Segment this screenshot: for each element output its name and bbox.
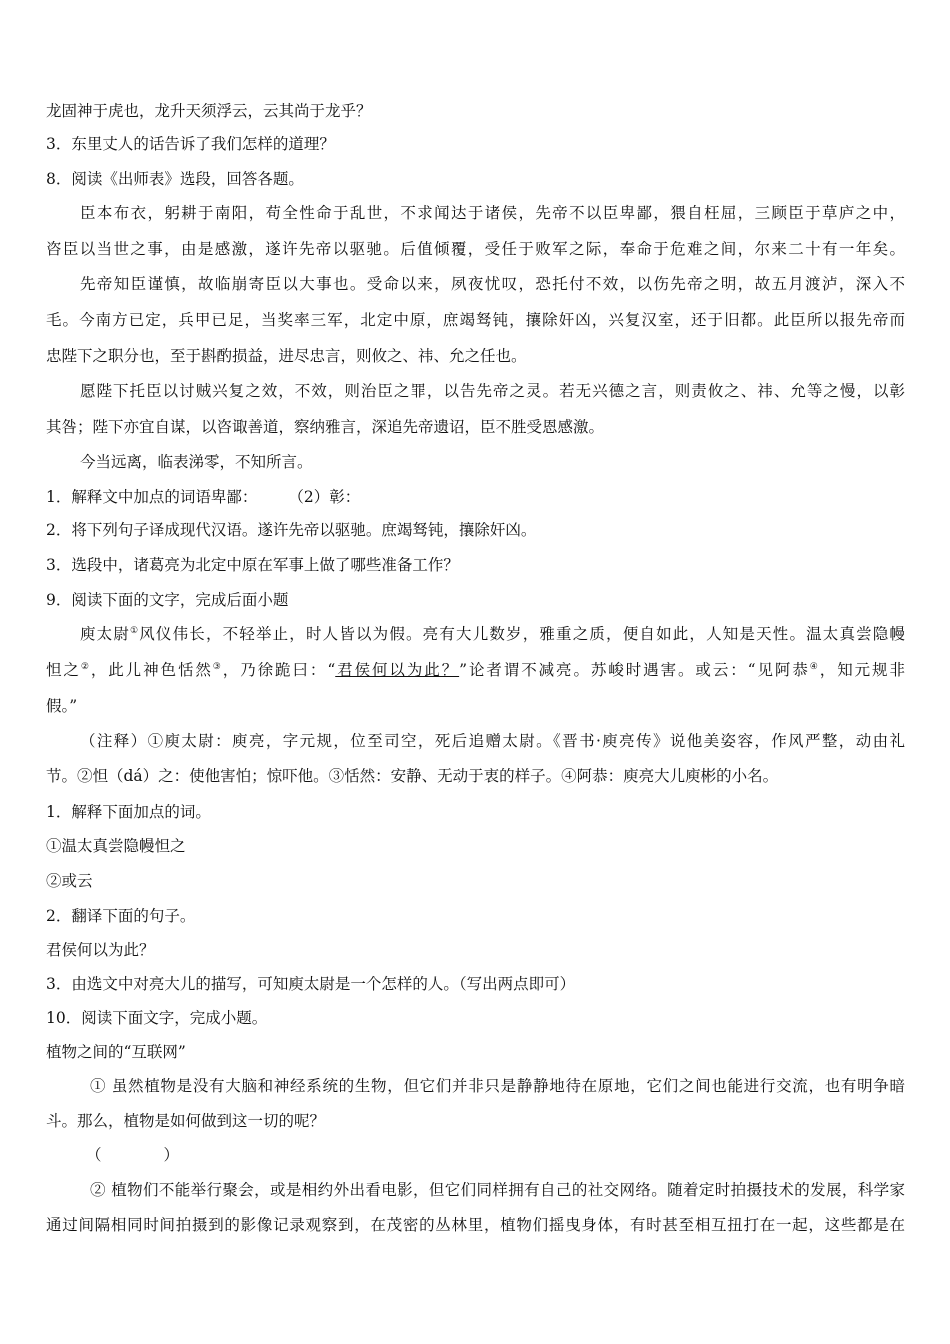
question-8-3: 3．选段中，诸葛亮为北定中原在军事上做了哪些准备工作？ (46, 556, 459, 574)
text: 风仪伟长，不轻举止，时人皆以为假。亮有大儿数岁，雅重之质，便自如此，人知是天性。温太真尝隐幔 (139, 625, 905, 643)
text: ，知元规非 (819, 661, 905, 679)
article-title: 植物之间的“互联网” (46, 1043, 186, 1061)
passage-line: ① 虽然植物是没有大脑和神经系统的生物，但它们并非只是静静地待在原地，它们之间也能进行交流，也有明争暗 (90, 1077, 905, 1095)
passage-line: 今当远离，临表涕零，不知所言。 (80, 453, 313, 471)
passage-line: 其咎；陛下亦宜自谋，以咨诹善道，察纳雅言，深追先帝遗诏，臣不胜受恩感激。 (46, 418, 605, 436)
question-9-3: 3．由选文中对亮大儿的描写，可知庾太尉是一个怎样的人。（写出两点即可） (46, 975, 576, 993)
passage-line: 毛。今南方已定，兵甲已足，当奖率三军，北定中原，庶竭驽钝，攘除奸凶，兴复汉室，还于旧都。此臣所以报先帝而 (46, 311, 905, 329)
question-8-1: 1．解释文中加点的词语卑鄙： （2）彰： (46, 488, 361, 506)
question-9-1: 1．解释下面加点的词。 (46, 803, 211, 821)
footnote-mark: ④ (809, 662, 820, 672)
annotation-line: （注释）①庾太尉：庾亮，字元规，位至司空，死后追赠太尉。《晋书·庾亮传》说他美姿容，作风严整，动由礼 (80, 732, 905, 750)
question-item: 君侯何以为此？ (46, 941, 155, 959)
footnote-mark: ① (130, 626, 140, 636)
passage-line: 臣本布衣，躬耕于南阳，苟全性命于乱世，不求闻达于诸侯，先帝不以臣卑鄙，猥自枉屈，三顾臣于草庐之中， (80, 204, 905, 222)
text: 庾太尉 (80, 625, 131, 643)
annotation-line: 节。②怛（dá）之：使他害怕；惊吓他。③恬然：安静、无动于衷的样子。④阿恭：庾亮大儿庾彬的小名。 (46, 767, 779, 785)
question-item: ①温太真尝隐幔怛之 (46, 837, 186, 855)
footnote-mark: ② (80, 662, 91, 672)
passage-line: 咨臣以当世之事，由是感激，遂许先帝以驱驰。后值倾覆，受任于败军之际，奉命于危难之间，尔来二十有一年矣。 (46, 240, 905, 258)
question-10-title: 10．阅读下面文字，完成小题。 (46, 1009, 268, 1027)
passage-line: ② 植物们不能举行聚会，或是相约外出看电影，但它们同样拥有自己的社交网络。随着定时拍摄技术的发展，科学家 (90, 1181, 905, 1199)
question-3: 3．东里丈人的话告诉了我们怎样的道理？ (46, 135, 335, 153)
question-9-title: 9．阅读下面的文字，完成后面小题 (46, 591, 289, 609)
text: ，乃徐跪曰：“ (222, 661, 336, 679)
underlined-sentence: 君侯何以为此？ (335, 661, 460, 679)
passage-line: 假。” (46, 697, 78, 715)
passage-line: 愿陛下托臣以讨贼兴复之效，不效，则治臣之罪，以告先帝之灵。若无兴德之言，则责攸之、祎、允等之慢，以彰 (80, 382, 905, 400)
question-9-2: 2．翻译下面的句子。 (46, 907, 196, 925)
passage-line (46, 660, 905, 680)
text-line: 龙固神于虎也，龙升天须浮云，云其尚于龙乎？ (46, 102, 372, 120)
passage-line: 通过间隔相同时间拍摄到的影像记录观察到，在茂密的丛林里，植物们摇曳身体，有时甚至相互扭打在一起，这些都是在 (46, 1216, 905, 1234)
text: ，此儿神色恬然 (90, 661, 213, 679)
passage-line: 斗。那么，植物是如何做到这一切的呢？ (46, 1112, 326, 1130)
passage-line: 忠陛下之职分也，至于斟酌损益，进尽忠言，则攸之、祎、允之任也。 (46, 347, 527, 365)
question-item: ②或云 (46, 872, 93, 890)
answer-blank: （ ） (86, 1146, 180, 1164)
passage-line (80, 624, 905, 644)
text: 怛之 (46, 661, 81, 679)
question-8-2: 2．将下列句子译成现代汉语。遂许先帝以驱驰。庶竭驽钝，攘除奸凶。 (46, 521, 537, 539)
question-8-title: 8．阅读《出师表》选段，回答各题。 (46, 170, 304, 188)
footnote-mark: ③ (212, 662, 223, 672)
text: ”论者谓不减亮。苏峻时遇害。或云：“见阿恭 (459, 661, 810, 679)
passage-line: 先帝知臣谨慎，故临崩寄臣以大事也。受命以来，夙夜忧叹，恐托付不效，以伤先帝之明，故五月渡泸，深入不 (80, 275, 905, 293)
